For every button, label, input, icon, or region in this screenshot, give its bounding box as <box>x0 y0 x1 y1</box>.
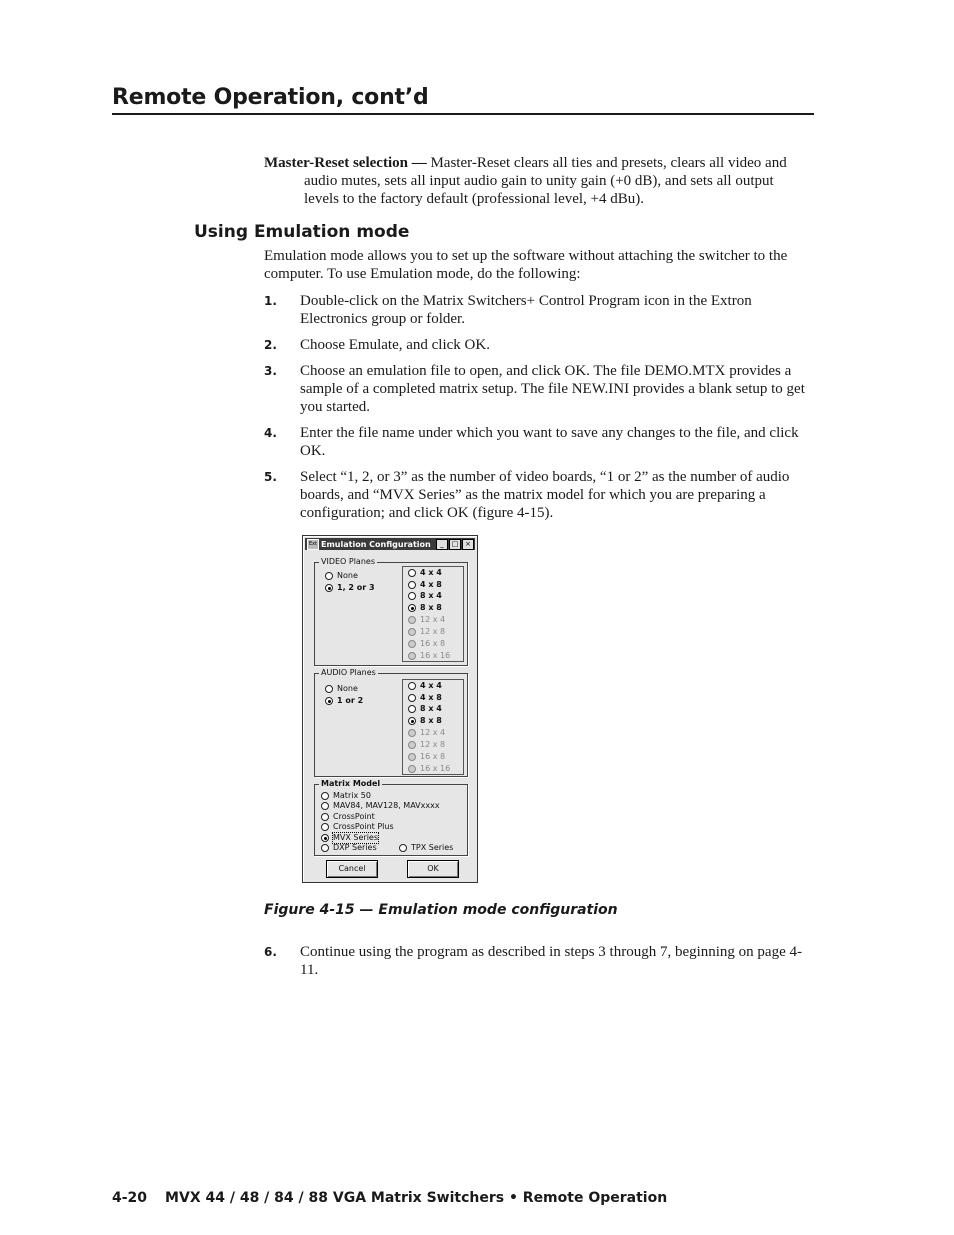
video-boards-label: 1, 2 or 3 <box>337 583 375 592</box>
audio-size-list <box>402 679 464 775</box>
cancel-button[interactable]: Cancel <box>326 860 378 878</box>
audio-size-16x8-radio: 16 x 8 <box>408 752 445 762</box>
model-dxp-radio[interactable]: DXP Series <box>321 843 377 853</box>
audio-size-4x8-radio[interactable]: 4 x 8 <box>408 693 442 703</box>
video-size-4x8-radio[interactable]: 4 x 8 <box>408 580 442 590</box>
video-size-4x4-radio[interactable]: 4 x 4 <box>408 568 442 578</box>
step-number: 5. <box>264 470 277 484</box>
model-tpx-radio[interactable]: TPX Series <box>399 843 453 853</box>
step-item <box>264 362 812 416</box>
maximize-button[interactable]: □ <box>449 539 461 550</box>
page-number: 4-20 <box>112 1190 148 1206</box>
page-footer <box>112 1190 667 1206</box>
video-size-16x8-radio: 16 x 8 <box>408 639 445 649</box>
step-number: 1. <box>264 294 277 308</box>
step-item <box>264 424 812 460</box>
step-item <box>264 336 812 354</box>
video-boards-radio[interactable] <box>325 583 375 593</box>
audio-boards-radio[interactable] <box>325 696 363 706</box>
app-icon[interactable]: Ext <box>307 539 319 550</box>
audio-none-radio[interactable] <box>325 684 358 694</box>
close-button[interactable]: × <box>462 539 474 550</box>
master-reset-paragraph <box>264 154 809 208</box>
section-heading: Using Emulation mode <box>194 222 410 242</box>
step-text: Select “1, 2, or 3” as the number of video boards, “1 or 2” as the number of audio boards, and “MVX Series” as the matrix model for which you are preparing a configuration; and click OK (figure 4-15). <box>300 469 790 521</box>
video-size-8x4-radio[interactable]: 8 x 4 <box>408 591 442 601</box>
audio-size-8x8-radio[interactable]: 8 x 8 <box>408 716 442 726</box>
model-mav-radio[interactable]: MAV84, MAV128, MAVxxxx <box>321 801 440 811</box>
step-item <box>264 292 812 328</box>
video-planes-label: VIDEO Planes <box>321 557 375 566</box>
step-text: Choose an emulation file to open, and click OK. The file DEMO.MTX provides a sample of a completed matrix setup. The file NEW.INI provides a blank setup to get you started. <box>300 363 805 415</box>
step-text: Choose Emulate, and click OK. <box>300 337 490 353</box>
video-size-12x8-radio: 12 x 8 <box>408 627 445 637</box>
model-crosspoint-radio[interactable]: CrossPoint <box>321 812 375 822</box>
step-number: 6. <box>264 945 277 959</box>
dialog-title: Emulation Configuration <box>321 539 431 549</box>
video-size-12x4-radio: 12 x 4 <box>408 615 445 625</box>
model-matrix50-radio[interactable]: Matrix 50 <box>321 791 371 801</box>
audio-size-12x8-radio: 12 x 8 <box>408 740 445 750</box>
audio-planes-group <box>314 668 468 777</box>
video-size-list <box>402 566 464 662</box>
dialog-titlebar[interactable] <box>305 538 475 550</box>
audio-size-12x4-radio: 12 x 4 <box>408 728 445 738</box>
step-number: 3. <box>264 364 277 378</box>
step-item <box>264 468 812 522</box>
steps-list <box>264 292 812 530</box>
audio-size-8x4-radio[interactable]: 8 x 4 <box>408 704 442 714</box>
video-size-8x8-radio[interactable]: 8 x 8 <box>408 603 442 613</box>
audio-none-label: None <box>337 684 358 693</box>
step-text: Double-click on the Matrix Switchers+ Control Program icon in the Extron Electronics group or folder. <box>300 293 752 327</box>
video-planes-group <box>314 557 468 666</box>
step-number: 2. <box>264 338 277 352</box>
step-number: 4. <box>264 426 277 440</box>
audio-size-16x16-radio: 16 x 16 <box>408 764 450 774</box>
figure-caption: Figure 4-15 — Emulation mode configuration <box>264 902 618 918</box>
model-crosspoint-plus-radio[interactable]: CrossPoint Plus <box>321 822 394 832</box>
video-none-radio[interactable] <box>325 571 358 581</box>
footer-text: MVX 44 / 48 / 84 / 88 VGA Matrix Switchers • Remote Operation <box>165 1190 668 1206</box>
matrix-model-label: Matrix Model <box>321 779 381 788</box>
page-header <box>112 84 814 115</box>
intro-paragraph: Emulation mode allows you to set up the software without attaching the switcher to the computer. To use Emulation mode, do the following: <box>264 248 788 282</box>
model-mvx-radio[interactable]: MVX Series <box>321 833 378 843</box>
step-item <box>264 943 812 979</box>
step-text: Continue using the program as described in steps 3 through 7, beginning on page 4-11. <box>300 944 802 978</box>
step-text: Enter the file name under which you want to save any changes to the file, and click OK. <box>300 425 799 459</box>
page-title: Remote Operation, cont’d <box>112 85 429 110</box>
matrix-model-group <box>314 779 468 856</box>
minimize-button[interactable]: _ <box>436 539 448 550</box>
master-reset-text: Master-Reset clears all ties and presets, clears all video and audio mutes, sets all input audio gain to unity gain (+0 dB), and sets all output levels to the factory default (professional level, +4 dBu). <box>304 155 787 207</box>
master-reset-term: Master-Reset selection — <box>264 155 427 171</box>
ok-button[interactable]: OK <box>407 860 459 878</box>
emulation-config-dialog <box>302 535 478 883</box>
video-none-label: None <box>337 571 358 580</box>
video-size-16x16-radio: 16 x 16 <box>408 651 450 661</box>
audio-planes-label: AUDIO Planes <box>321 668 376 677</box>
audio-boards-label: 1 or 2 <box>337 696 364 705</box>
audio-size-4x4-radio[interactable]: 4 x 4 <box>408 681 442 691</box>
